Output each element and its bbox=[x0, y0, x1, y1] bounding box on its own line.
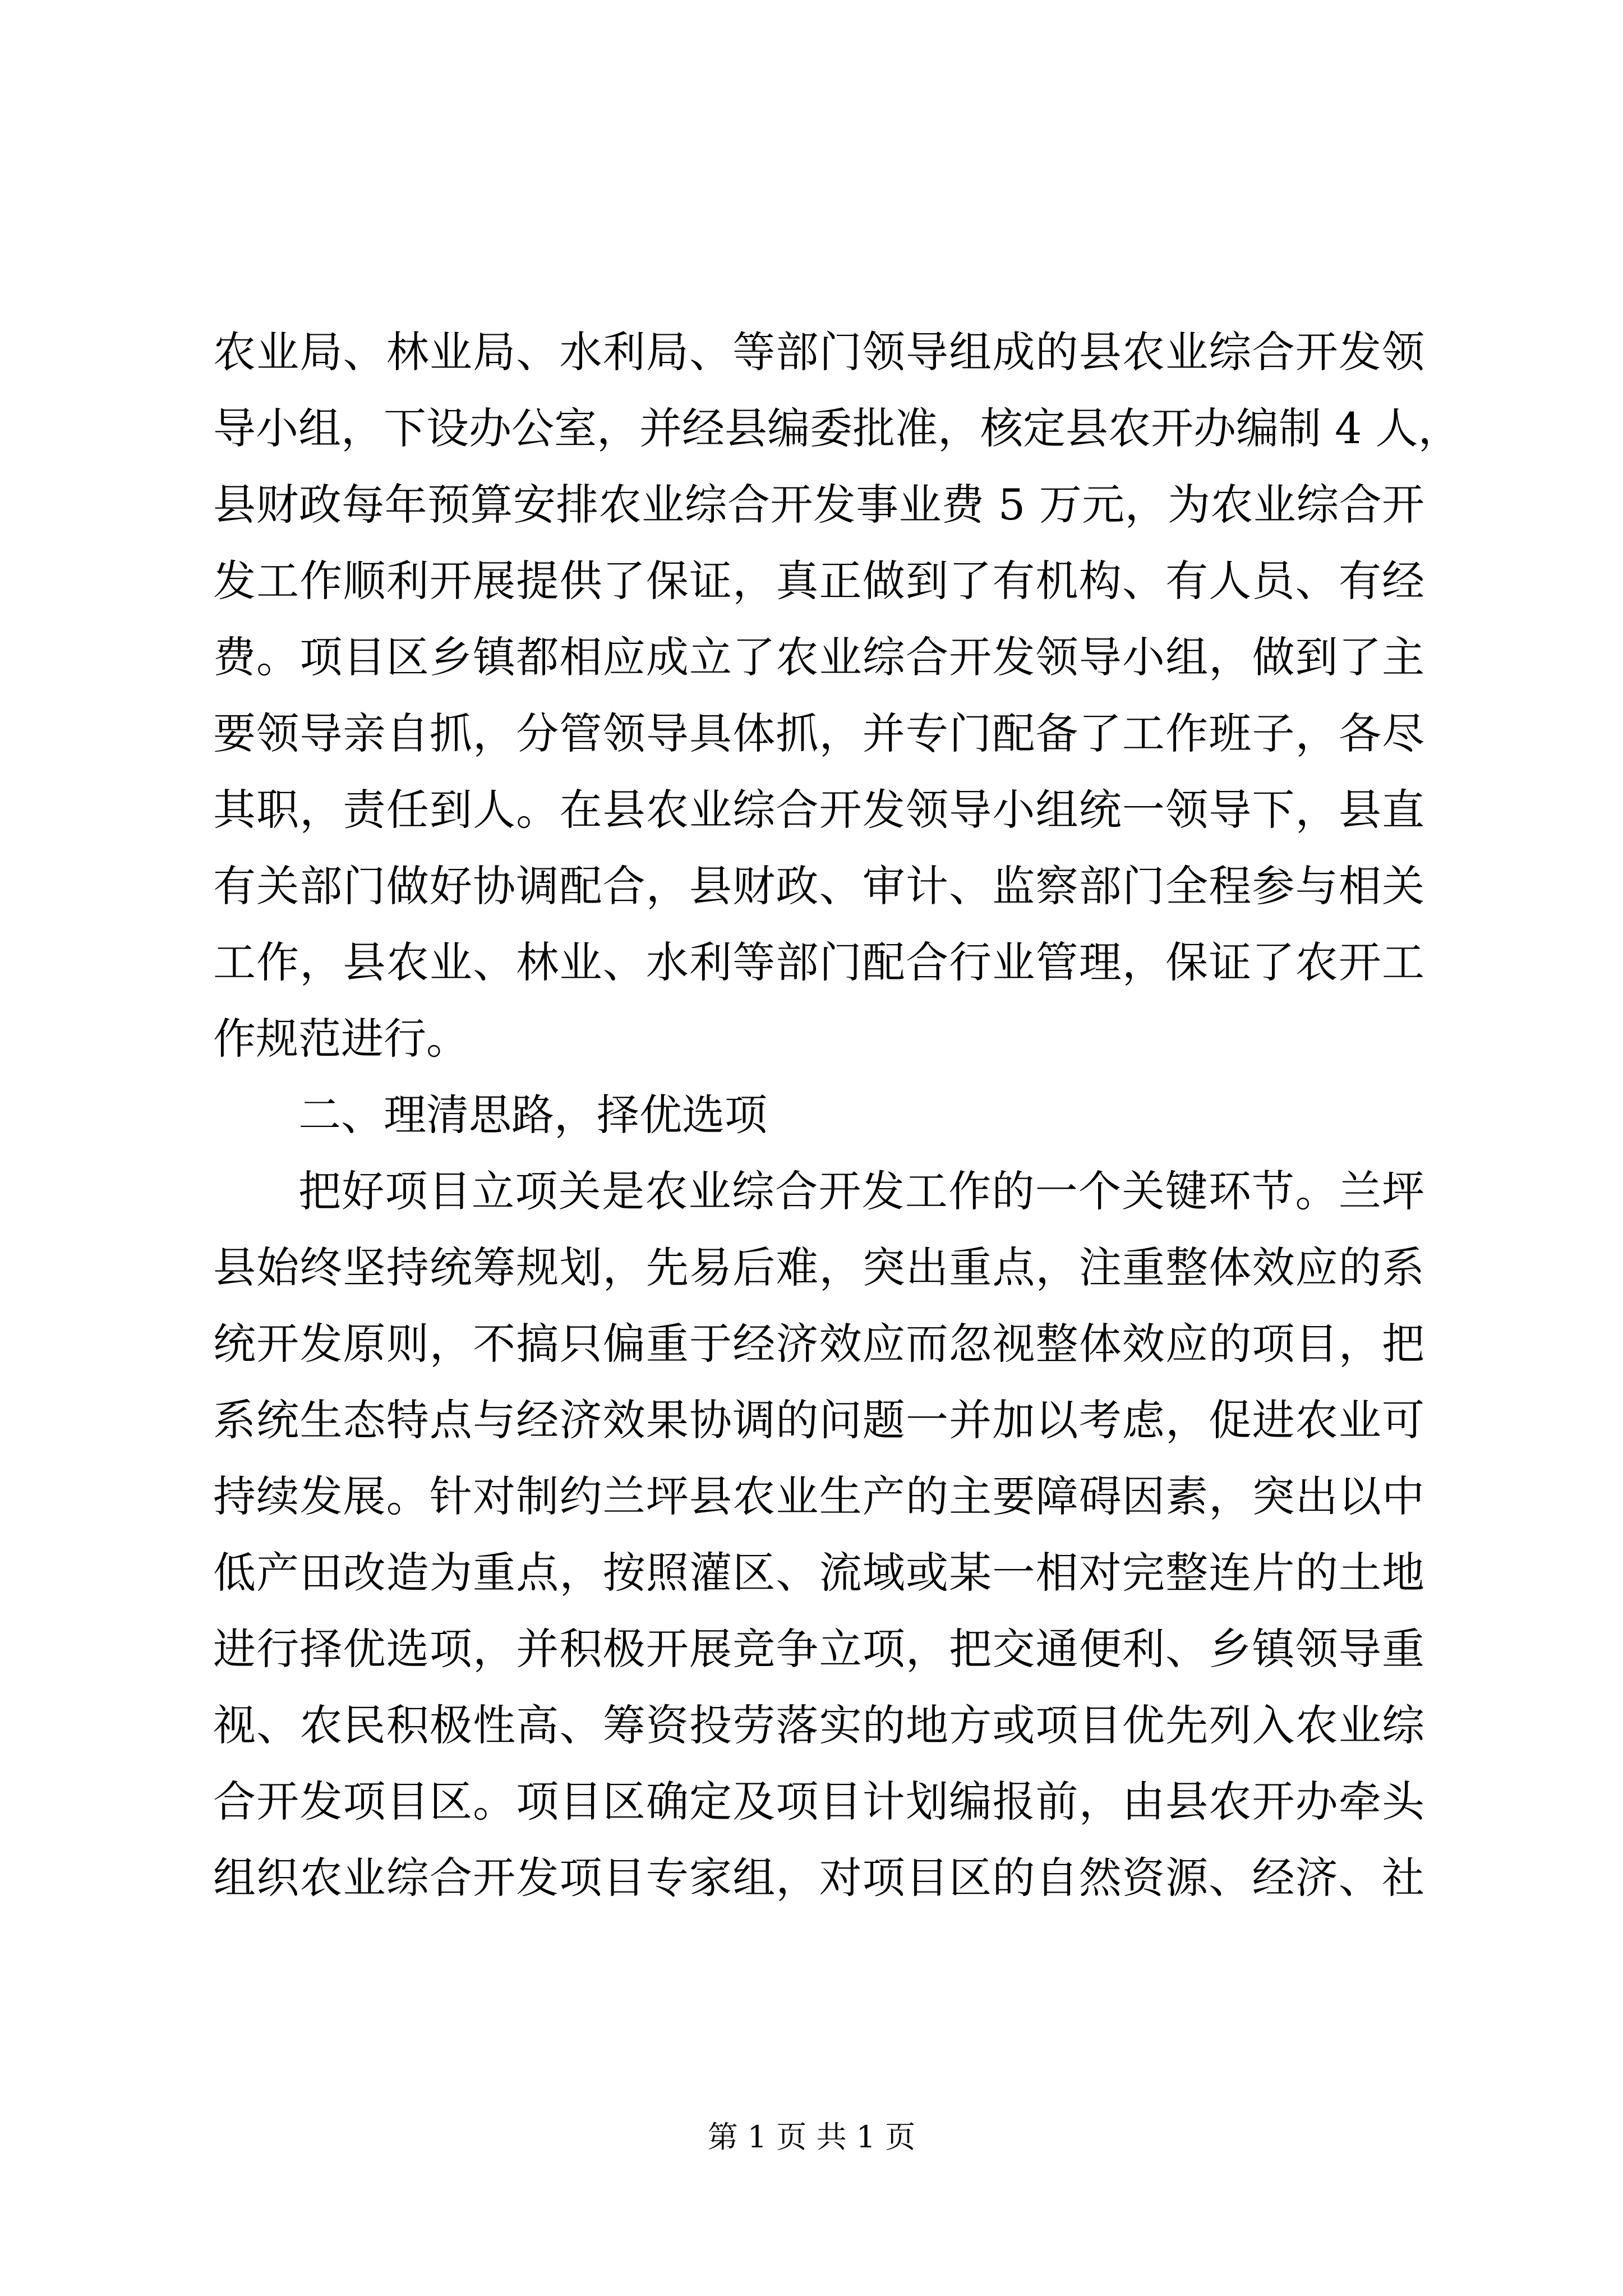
text-line: 县财政每年预算安排农业综合开发事业费 5 万元，为农业综合开 bbox=[213, 480, 1424, 530]
section-heading: 二、理清思路，择优选项 bbox=[298, 1090, 767, 1140]
document-body bbox=[213, 314, 1461, 1916]
text-line: 组织农业综合开发项目专家组，对项目区的自然资源、经济、社 bbox=[213, 1853, 1424, 1903]
text-line: 进行择优选项，并积极开展竞争立项，把交通便利、乡镇领导重 bbox=[213, 1624, 1424, 1674]
text-line: 持续发展。针对制约兰坪县农业生产的主要障碍因素，突出以中 bbox=[213, 1471, 1424, 1521]
text-line: 费。项目区乡镇都相应成立了农业综合开发领导小组，做到了主 bbox=[213, 632, 1424, 682]
text-line: 系统生态特点与经济效果协调的问题一并加以考虑，促进农业可 bbox=[213, 1395, 1424, 1445]
text-line: 要领导亲自抓，分管领导具体抓，并专门配备了工作班子，各尽 bbox=[213, 708, 1424, 758]
text-line: 低产田改造为重点，按照灌区、流域或某一相对完整连片的土地 bbox=[213, 1548, 1424, 1598]
paragraph-2 bbox=[213, 1153, 1424, 1916]
page-footer: 第 1 页 共 1 页 bbox=[707, 2119, 916, 2155]
paragraph-1 bbox=[213, 314, 1461, 1077]
text-line: 导小组，下设办公室，并经县编委批准，核定县农开办编制 4 人， bbox=[213, 403, 1461, 453]
text-line: 统开发原则，不搞只偏重于经济效应而忽视整体效应的项目，把 bbox=[213, 1319, 1424, 1369]
text-line: 县始终坚持统筹规划，先易后难，突出重点，注重整体效应的系 bbox=[213, 1243, 1424, 1292]
text-line: 合开发项目区。项目区确定及项目计划编报前，由县农开办牵头 bbox=[213, 1777, 1424, 1826]
text-line: 把好项目立项关是农业综合开发工作的一个关键环节。兰坪 bbox=[298, 1166, 1424, 1216]
text-line: 其职，责任到人。在县农业综合开发领导小组统一领导下，县直 bbox=[213, 785, 1424, 835]
text-line: 农业局、林业局、水利局、等部门领导组成的县农业综合开发领 bbox=[213, 327, 1424, 377]
text-line: 有关部门做好协调配合，县财政、审计、监察部门全程参与相关 bbox=[213, 861, 1424, 911]
text-line: 作规范进行。 bbox=[213, 1014, 469, 1064]
text-line: 发工作顺利开展提供了保证，真正做到了有机构、有人员、有经 bbox=[213, 556, 1424, 606]
text-line: 视、农民积极性高、筹资投劳落实的地方或项目优先列入农业综 bbox=[213, 1700, 1424, 1750]
text-line: 工作，县农业、林业、水利等部门配合行业管理，保证了农开工 bbox=[213, 937, 1424, 987]
